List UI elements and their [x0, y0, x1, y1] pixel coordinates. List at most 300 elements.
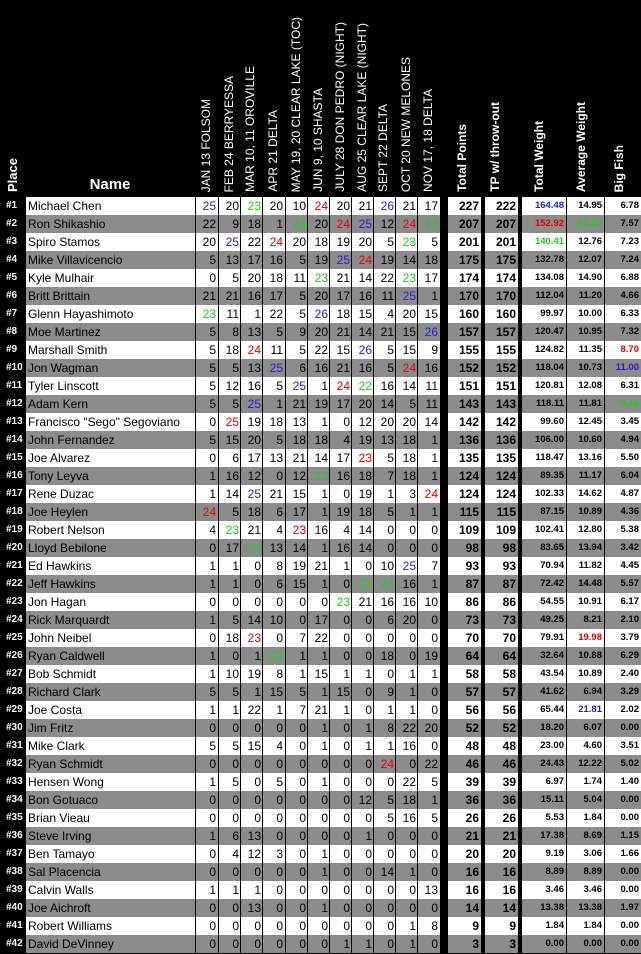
score-cell: 20	[402, 415, 416, 429]
event-header: MAR 10, 11 OROVILLE	[243, 66, 257, 192]
total-weight-cell: 118.47	[535, 452, 564, 463]
tp-throwout-cell: 3	[509, 937, 516, 951]
big-fish-cell: 0.00	[620, 938, 639, 949]
total-points-cell: 135	[458, 451, 479, 465]
name-cell: Tony Leyva	[28, 469, 89, 483]
average-weight-cell: 14.48	[578, 578, 602, 589]
average-weight-cell: 10.00	[578, 308, 602, 319]
score-cell: 0	[299, 847, 306, 861]
name-cell: Robert Williams	[28, 919, 113, 933]
name-cell: Sal Placencia	[28, 865, 101, 879]
score-cell: 1	[321, 415, 328, 429]
score-cell: 1	[431, 505, 438, 519]
score-cell: 1	[276, 703, 283, 717]
score-cell: 16	[402, 739, 416, 753]
score-cell: 20	[292, 235, 306, 249]
tp-throwout-cell: 57	[502, 685, 516, 699]
score-cell: 25	[402, 559, 416, 573]
column-divider	[262, 197, 263, 953]
total-points-cell: 152	[458, 361, 479, 375]
score-cell: 18	[424, 253, 438, 267]
score-cell: 0	[276, 595, 283, 609]
total-points-cell: 151	[458, 379, 479, 393]
score-cell: 18	[314, 235, 328, 249]
event-header: AUG 25 CLEAR LAKE (NIGHT)	[355, 23, 369, 192]
score-cell: 1	[365, 667, 372, 681]
score-cell: 0	[387, 901, 394, 915]
score-cell: 5	[276, 325, 283, 339]
table-row	[0, 305, 641, 323]
total-weight-cell: 83.65	[540, 542, 564, 553]
score-cell: 0	[254, 559, 261, 573]
score-cell: 0	[387, 847, 394, 861]
place-cell: #28	[0, 683, 25, 701]
total-points-cell: 26	[465, 811, 479, 825]
total-points-cell: 56	[465, 703, 479, 717]
score-cell: 0	[343, 775, 350, 789]
table-row	[0, 719, 641, 737]
score-cell: 0	[232, 811, 239, 825]
score-cell: 0	[321, 793, 328, 807]
tp-throwout-cell: 39	[502, 775, 516, 789]
score-cell: 22	[247, 235, 261, 249]
big-fish-cell: 7.32	[620, 326, 639, 337]
score-cell: 0	[365, 649, 372, 663]
score-cell: 12	[358, 793, 372, 807]
score-cell: 4	[276, 523, 283, 537]
average-weight-cell: 1.74	[583, 776, 602, 787]
score-cell: 23	[424, 217, 438, 231]
average-weight-header: Average Weight	[574, 101, 588, 192]
average-weight-cell: 13.38	[578, 902, 602, 913]
big-fish-cell: 1.97	[620, 902, 639, 913]
average-weight-cell: 11.81	[578, 398, 602, 409]
score-cell: 0	[299, 865, 306, 879]
tp-throwout-cell: 152	[495, 361, 516, 375]
score-cell: 17	[225, 541, 239, 555]
score-cell: 0	[299, 721, 306, 735]
total-weight-cell: 120.47	[534, 326, 564, 337]
place-cell: #1	[0, 197, 25, 215]
score-cell: 5	[209, 397, 216, 411]
score-cell: 25	[292, 379, 306, 393]
score-cell: 0	[254, 757, 261, 771]
place-cell: #37	[0, 845, 25, 863]
total-weight-cell: 118.11	[535, 398, 564, 409]
score-cell: 1	[209, 649, 216, 663]
score-cell: 0	[387, 631, 394, 645]
score-cell: 19	[247, 415, 261, 429]
total-weight-cell: 43.54	[540, 668, 564, 679]
score-cell: 5	[276, 775, 283, 789]
score-cell: 23	[247, 541, 261, 555]
place-cell: #15	[0, 449, 25, 467]
table-row	[0, 485, 641, 503]
place-header: Place	[5, 158, 20, 192]
score-cell: 15	[358, 307, 372, 321]
score-cell: 1	[409, 865, 416, 879]
score-cell: 5	[387, 505, 394, 519]
score-cell: 1	[431, 289, 438, 303]
total-points-cell: 73	[465, 613, 479, 627]
score-cell: 13	[269, 451, 283, 465]
score-cell: 11	[226, 307, 239, 321]
tp-throwout-cell: 93	[502, 559, 516, 573]
name-cell: Marshall Smith	[28, 343, 108, 357]
score-cell: 1	[409, 685, 416, 699]
score-cell: 9	[387, 685, 394, 699]
event-header: JUN 9, 10 SHASTA	[311, 88, 325, 192]
score-cell: 0	[209, 919, 216, 933]
table-row	[0, 683, 641, 701]
score-cell: 12	[358, 415, 372, 429]
name-cell: Jon Wagman	[28, 361, 99, 375]
name-cell: Steve Irving	[28, 829, 92, 843]
score-cell: 7	[299, 631, 306, 645]
total-points-cell: 52	[465, 721, 479, 735]
event-header: FEB 24 BERRYESSA	[222, 75, 236, 192]
average-weight-cell: 8.69	[583, 830, 602, 841]
score-cell: 0	[365, 703, 372, 717]
score-cell: 21	[336, 361, 350, 375]
score-cell: 24	[358, 253, 372, 267]
score-cell: 1	[321, 541, 328, 555]
total-weight-cell: 24.43	[540, 758, 564, 769]
table-row	[0, 647, 641, 665]
score-cell: 0	[299, 937, 306, 951]
column-divider	[195, 197, 196, 953]
score-cell: 16	[247, 379, 261, 393]
score-cell: 0	[276, 757, 283, 771]
score-cell: 1	[387, 703, 394, 717]
score-cell: 3	[276, 847, 283, 861]
score-cell: 1	[321, 901, 328, 915]
total-points-cell: 87	[465, 577, 479, 591]
score-cell: 4	[232, 847, 239, 861]
table-row	[0, 521, 641, 539]
name-cell: Spiro Stamos	[28, 235, 101, 249]
big-fish-cell: 5.57	[620, 578, 639, 589]
average-weight-cell: 19.98	[578, 632, 602, 643]
score-cell: 16	[402, 577, 416, 591]
event-header: APR 21 DELTA	[266, 110, 280, 192]
total-points-cell: 57	[465, 685, 479, 699]
score-cell: 19	[292, 559, 306, 573]
tp-throwout-cell: 16	[502, 865, 516, 879]
score-cell: 15	[314, 667, 328, 681]
score-cell: 20	[314, 217, 328, 231]
column-divider	[373, 197, 374, 953]
big-fish-cell: 3.79	[620, 632, 639, 643]
score-cell: 17	[247, 451, 261, 465]
score-cell: 0	[321, 595, 328, 609]
score-cell: 0	[343, 577, 350, 591]
score-cell: 0	[409, 523, 416, 537]
table-row	[0, 377, 641, 395]
total-points-cell: 160	[458, 307, 479, 321]
score-cell: 0	[209, 865, 216, 879]
score-cell: 22	[402, 775, 416, 789]
big-fish-cell: 6.78	[620, 200, 639, 211]
score-cell: 16	[336, 469, 350, 483]
score-cell: 5	[387, 343, 394, 357]
score-cell: 1	[321, 685, 328, 699]
score-cell: 25	[247, 487, 261, 501]
place-cell: #41	[0, 917, 25, 935]
score-cell: 16	[358, 361, 372, 375]
score-cell: 1	[209, 883, 216, 897]
name-cell: Jim Fritz	[28, 721, 74, 735]
score-cell: 17	[314, 613, 328, 627]
total-points-cell: 70	[465, 631, 479, 645]
place-cell: #31	[0, 737, 25, 755]
score-cell: 0	[343, 811, 350, 825]
score-cell: 0	[276, 469, 283, 483]
tp-throwout-cell: 135	[495, 451, 516, 465]
place-cell: #34	[0, 791, 25, 809]
score-cell: 0	[254, 775, 261, 789]
score-cell: 0	[254, 937, 261, 951]
name-cell: Lloyd Bebilone	[28, 541, 107, 555]
table-row	[0, 467, 641, 485]
score-cell: 1	[276, 397, 283, 411]
score-cell: 22	[402, 721, 416, 735]
score-cell: 0	[409, 757, 416, 771]
name-cell: Mike Villavicencio	[28, 253, 123, 267]
table-row	[0, 737, 641, 755]
score-cell: 0	[431, 523, 438, 537]
total-weight-header: Total Weight	[532, 121, 546, 192]
score-cell: 5	[387, 361, 394, 375]
score-cell: 0	[232, 793, 239, 807]
score-cell: 0	[365, 775, 372, 789]
score-cell: 4	[343, 433, 350, 447]
event-header: MAY 19, 20 CLEAR LAKE (TOC)	[289, 16, 303, 192]
score-cell: 5	[299, 307, 306, 321]
score-cell: 23	[314, 469, 328, 483]
place-cell: #29	[0, 701, 25, 719]
score-cell: 0	[431, 829, 438, 843]
score-cell: 6	[232, 829, 239, 843]
score-cell: 19	[358, 433, 372, 447]
average-weight-cell: 12.76	[578, 236, 602, 247]
big-fish-cell: 9.46	[620, 398, 639, 409]
score-cell: 1	[209, 469, 216, 483]
score-cell: 1	[209, 487, 216, 501]
table-row	[0, 413, 641, 431]
score-cell: 8	[276, 667, 283, 681]
total-points-cell: 98	[465, 541, 479, 555]
score-cell: 1	[254, 649, 261, 663]
score-cell: 18	[225, 631, 239, 645]
average-weight-cell: 3.06	[583, 848, 602, 859]
average-weight-cell: 3.46	[583, 884, 602, 895]
event-header: JAN 13 FOLSOM	[199, 98, 213, 192]
score-cell: 14	[247, 613, 261, 627]
total-points-cell: 109	[458, 523, 479, 537]
big-fish-cell: 3.29	[620, 686, 639, 697]
name-cell: Joe Aichroft	[28, 901, 91, 915]
score-cell: 0	[232, 919, 239, 933]
score-cell: 0	[343, 829, 350, 843]
place-cell: #38	[0, 863, 25, 881]
total-points-cell: 115	[459, 505, 479, 519]
score-cell: 9	[431, 343, 438, 357]
big-fish-cell: 1.15	[620, 830, 639, 841]
average-weight-cell: 8.21	[583, 614, 602, 625]
score-cell: 21	[402, 199, 416, 213]
score-cell: 0	[409, 883, 416, 897]
score-cell: 18	[358, 505, 372, 519]
score-cell: 22	[358, 379, 372, 393]
score-cell: 1	[409, 703, 416, 717]
score-cell: 19	[314, 397, 328, 411]
name-cell: Ron Shikashio	[28, 217, 106, 231]
big-fish-cell: 0.00	[620, 866, 639, 877]
name-cell: Jeff Hawkins	[28, 577, 96, 591]
score-cell: 1	[209, 577, 216, 591]
total-weight-cell: 18.20	[540, 722, 564, 733]
score-cell: 0	[409, 829, 416, 843]
total-points-cell: 124	[458, 487, 479, 501]
tp-throwout-cell: 14	[502, 901, 516, 915]
score-cell: 8	[276, 559, 283, 573]
score-cell: 16	[358, 289, 372, 303]
score-cell: 1	[321, 739, 328, 753]
score-cell: 25	[247, 397, 261, 411]
place-cell: #26	[0, 647, 25, 665]
score-cell: 19	[314, 253, 328, 267]
tp-throwout-header: TP w/ throw-out	[488, 102, 502, 192]
name-header: Name	[89, 176, 131, 193]
total-points-cell: 136	[458, 433, 479, 447]
score-cell: 15	[402, 325, 416, 339]
score-cell: 13	[269, 541, 283, 555]
score-cell: 25	[269, 361, 283, 375]
score-cell: 1	[321, 379, 328, 393]
score-cell: 0	[431, 613, 438, 627]
total-points-cell: 201	[458, 235, 479, 249]
score-cell: 0	[321, 829, 328, 843]
place-cell: #22	[0, 575, 25, 593]
name-cell: Brian Vieau	[28, 811, 90, 825]
score-cell: 1	[431, 793, 438, 807]
table-row	[0, 233, 641, 251]
score-cell: 0	[276, 721, 283, 735]
total-weight-cell: 6.97	[545, 776, 564, 787]
score-cell: 15	[424, 307, 438, 321]
score-cell: 20	[358, 397, 372, 411]
score-cell: 0	[387, 883, 394, 897]
score-cell: 0	[387, 775, 394, 789]
score-cell: 5	[431, 775, 438, 789]
total-weight-cell: 1.84	[545, 920, 564, 931]
score-cell: 0	[321, 811, 328, 825]
score-cell: 24	[424, 487, 438, 501]
score-cell: 26	[424, 325, 438, 339]
total-points-cell: 46	[465, 757, 479, 771]
score-cell: 22	[247, 703, 261, 717]
score-cell: 18	[402, 793, 416, 807]
average-weight-cell: 8.89	[583, 866, 602, 877]
score-cell: 22	[314, 631, 328, 645]
total-weight-cell: 99.60	[540, 416, 564, 427]
total-weight-cell: 0.00	[545, 938, 564, 949]
score-cell: 18	[402, 469, 416, 483]
tp-throwout-cell: 16	[502, 883, 516, 897]
score-cell: 21	[269, 487, 283, 501]
tp-throwout-cell: 201	[495, 235, 516, 249]
score-cell: 24	[402, 217, 416, 231]
score-cell: 1	[387, 739, 394, 753]
table-row	[0, 251, 641, 269]
score-cell: 19	[358, 487, 372, 501]
big-fish-cell: 4.36	[620, 506, 639, 517]
table-row	[0, 845, 641, 863]
score-cell: 0	[232, 901, 239, 915]
table-row	[0, 503, 641, 521]
table-row	[0, 701, 641, 719]
score-cell: 17	[336, 397, 350, 411]
score-cell: 1	[409, 505, 416, 519]
big-fish-cell: 4.94	[620, 434, 639, 445]
score-cell: 0	[232, 595, 239, 609]
tp-throwout-cell: 36	[502, 793, 516, 807]
place-cell: #24	[0, 611, 25, 629]
score-cell: 0	[232, 865, 239, 879]
score-cell: 16	[402, 811, 416, 825]
score-cell: 0	[254, 721, 261, 735]
score-cell: 5	[276, 379, 283, 393]
big-fish-cell: 2.10	[620, 614, 639, 625]
big-fish-cell: 8.70	[620, 344, 639, 355]
score-cell: 0	[254, 811, 261, 825]
score-cell: 10	[380, 559, 394, 573]
score-cell: 0	[365, 631, 372, 645]
table-row	[0, 773, 641, 791]
score-cell: 0	[254, 919, 261, 933]
big-fish-cell: 1.66	[620, 848, 639, 859]
place-cell: #30	[0, 719, 25, 737]
score-cell: 18	[269, 415, 283, 429]
score-cell: 6	[276, 577, 283, 591]
score-cell: 1	[232, 577, 239, 591]
column-divider	[25, 197, 26, 953]
total-points-cell: 64	[465, 649, 479, 663]
column-divider	[285, 197, 286, 953]
score-cell: 0	[343, 901, 350, 915]
score-cell: 0	[209, 937, 216, 951]
score-cell: 0	[431, 703, 438, 717]
score-cell: 8	[387, 721, 394, 735]
average-weight-cell: 10.89	[578, 506, 602, 517]
table-row	[0, 431, 641, 449]
score-cell: 5	[387, 793, 394, 807]
table-row	[0, 323, 641, 341]
table-row	[0, 629, 641, 647]
score-cell: 0	[431, 847, 438, 861]
tp-throwout-cell: 155	[495, 343, 516, 357]
column-divider	[351, 197, 352, 953]
place-cell: #35	[0, 809, 25, 827]
average-weight-cell: 21.81	[578, 704, 602, 715]
score-cell: 18	[402, 433, 416, 447]
score-cell: 12	[380, 217, 394, 231]
tp-throwout-cell: 222	[495, 199, 516, 213]
total-points-cell: 48	[465, 739, 479, 753]
score-cell: 1	[321, 577, 328, 591]
name-cell: John Neibel	[28, 631, 92, 645]
